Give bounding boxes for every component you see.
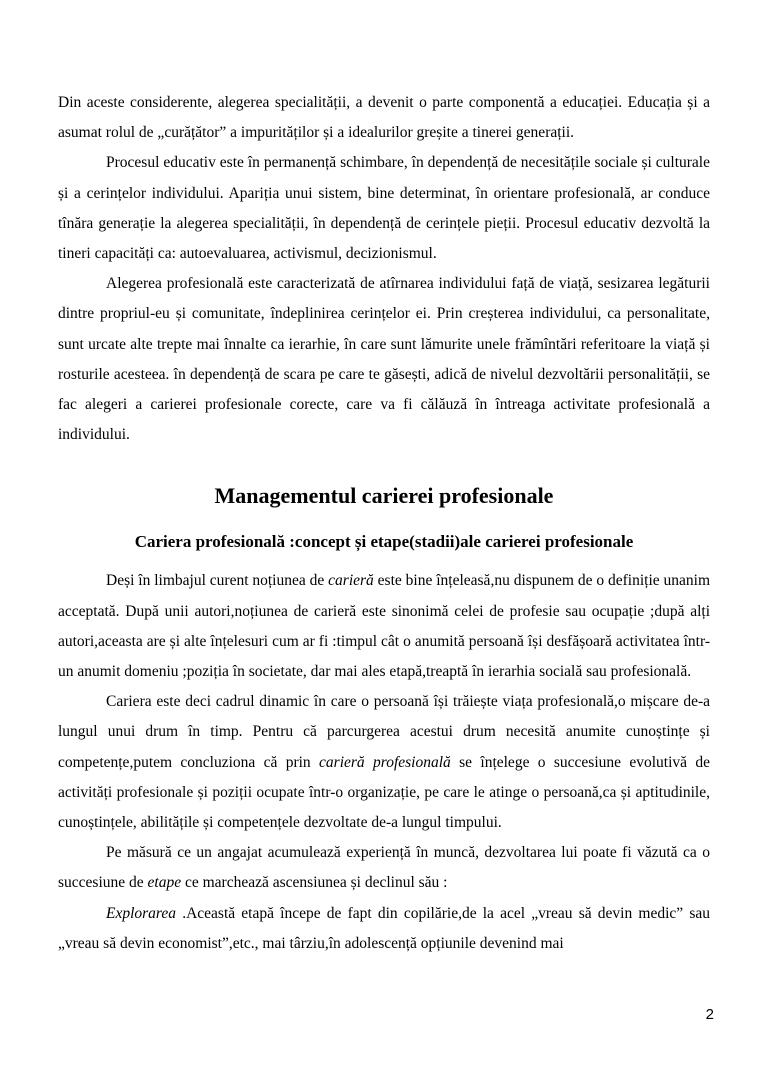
paragraph-2: Procesul educativ este în permanență schimbare, în dependență de necesitățile sociale și culturale și a cerințelor individului. Apariția unui sistem, bine determinat, în orientare profesională, ar conduce tînăra generație la alegerea specialității, în dependență de cerințele pieții. Procesul educativ dezvoltă la tineri capacități ca: autoevaluarea, activismul, decizionismul. <box>58 154 710 263</box>
paragraph-5-text-a: Cariera este deci cadrul dinamic în care o persoană își trăiește viața profesională,o mișcare de-a lungul unui drum în timp. Pentru că parcurgerea acestui drum necesită anumite cunoștințe și competențe,putem concluziona că prin <box>58 693 710 771</box>
paragraph-1: Din aceste considerente, alegerea specialității, a devenit o parte componentă a educației. Educația și a asumat rolul de „curățător” a impurităților și a idealurilor greșite a tinerei generații. <box>58 94 710 142</box>
paragraph-6-text-b: ce marchează ascensiunea și declinul său : <box>181 874 448 892</box>
paragraph-4 <box>58 566 710 687</box>
paragraph-6-text-a: Pe măsură ce un angajat acumulează experiență în muncă, dezvoltarea lui poate fi văzută ca o succesiune de <box>58 844 710 892</box>
paragraph-7-text-b: .Această etapă începe de fapt din copilărie,de la acel „vreau să devin medic” sau „vreau să devin economist”,etc., mai târziu,în adolescență opțiunile devenind mai <box>58 904 710 952</box>
paragraph-6 <box>58 838 710 898</box>
subsection-heading: Cariera profesională :concept și etape(stadii)ale carierei profesionale <box>134 532 634 552</box>
paragraph-4-text-a: Deși în limbajul curent noțiunea de <box>106 572 329 590</box>
paragraph-7 <box>58 899 710 959</box>
paragraph-4-emphasis: carieră <box>328 572 374 590</box>
paragraph-5-text-b: se înțelege o succesiune evolutivă de activități profesionale și poziții ocupate într-o organizație, pe care le atinge o persoană,ca și aptitudinile, cunoștințele, abilitățile și competențele dezvoltate de-a lungul timpului. <box>58 753 711 832</box>
page-number: 2 <box>705 1006 714 1023</box>
paragraph-6-emphasis: etape <box>147 874 182 892</box>
paragraph-3: Alegerea profesională este caracterizată de atîrnarea individului față de viață, sesizarea legăturii dintre propriul-eu și comunitate, îndeplinirea cerințelor ei. Prin creșterea individului, ca personalitate, sunt urcate alte trepte mai înnalte ca ierarhie, în care sunt lămurite unele frămîntări referitoare la viață și rosturile acesteea. în dependență de scara pe care te găsești, adică de nivelul dezvoltării personalității, se fac alegeri a carierei profesionale corecte, care va fi călăuză în întreaga activitate profesională a individului. <box>58 275 710 444</box>
paragraph-5 <box>58 687 710 838</box>
paragraph-5-emphasis: carieră profesională <box>319 753 451 771</box>
paragraph-7-emphasis: Explorarea <box>106 904 177 922</box>
page-body <box>58 88 710 959</box>
section-heading: Managementul carierei profesionale <box>214 483 554 509</box>
paragraph-4-text-b: este bine înțeleasă,nu dispunem de o definiție unanim acceptată. După unii autori,noțiunea de carieră este sinonimă celei de profesie sau ocupație ;după alți autori,aceasta are și alte înțelesuri cum ar fi :timpul cât o anumită persoană își desfășoară activitatea într-un anumit domeniu ;poziția în societate, dar mai ales etapă,treaptă în ierarhia socială sau profesională. <box>58 572 711 681</box>
